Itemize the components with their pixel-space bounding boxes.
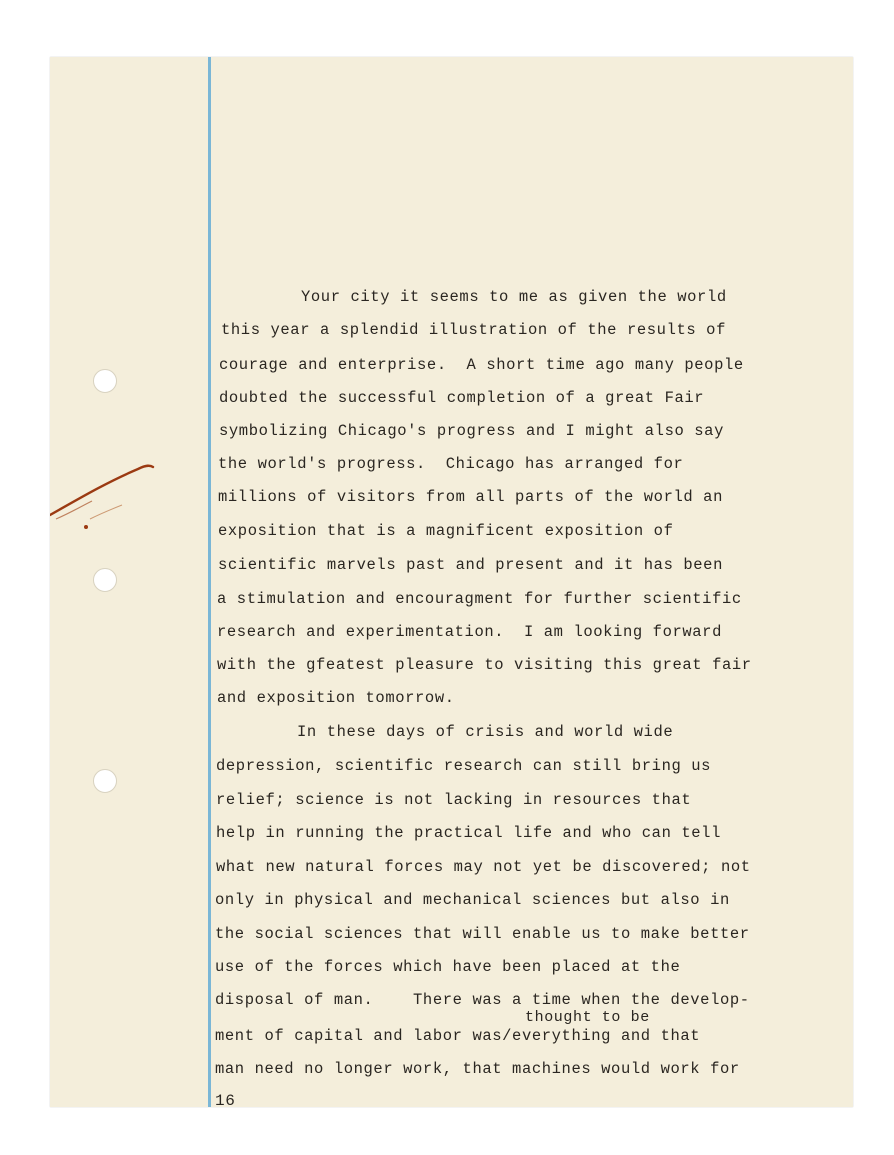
text-line: what new natural forces may not yet be discovered; not — [216, 858, 751, 876]
text-line: courage and enterprise. A short time ago many people — [219, 356, 744, 374]
text-line: a stimulation and encouragment for further scientific — [217, 590, 742, 608]
text-line: doubted the successful completion of a great Fair — [219, 389, 705, 407]
text-line: man need no longer work, that machines would work for — [215, 1060, 740, 1078]
text-line: disposal of man. There was a time when the develop- — [215, 991, 750, 1009]
text-line: millions of visitors from all parts of the world an — [218, 488, 723, 506]
text-line: depression, scientific research can still bring us — [216, 757, 712, 775]
interlinear-insertion: thought to be — [525, 1009, 650, 1026]
text-line: In these days of crisis and world wide — [297, 723, 674, 741]
text-line: with the gfeatest pleasure to visiting this great fair — [217, 656, 752, 674]
text-line: use of the forces which have been placed at the — [215, 958, 681, 976]
text-line: and exposition tomorrow. — [217, 689, 455, 707]
text-line: only in physical and mechanical sciences but also in — [215, 891, 730, 909]
typed-page — [50, 57, 853, 1110]
text-line: the social sciences that will enable us to make better — [215, 925, 750, 943]
text-line: ment of capital and labor was/everything and that — [215, 1027, 701, 1045]
text-line: Your city it seems to me as given the world — [301, 288, 727, 306]
text-line: the world's progress. Chicago has arranged for — [218, 455, 684, 473]
text-line: symbolizing Chicago's progress and I might also say — [219, 422, 724, 440]
punch-hole — [93, 568, 117, 592]
text-line: scientific marvels past and present and it has been — [218, 556, 723, 574]
text-line: exposition that is a magnificent exposition of — [218, 522, 674, 540]
margin-rule — [208, 57, 211, 1107]
text-line: relief; science is not lacking in resources that — [216, 791, 692, 809]
text-line: this year a splendid illustration of the results of — [221, 321, 726, 339]
text-line: help in running the practical life and who can tell — [216, 824, 721, 842]
rust-stain — [50, 457, 160, 537]
page-number: 16 — [215, 1092, 236, 1110]
text-line: research and experimentation. I am looking forward — [217, 623, 722, 641]
punch-hole — [93, 769, 117, 793]
punch-hole — [93, 369, 117, 393]
